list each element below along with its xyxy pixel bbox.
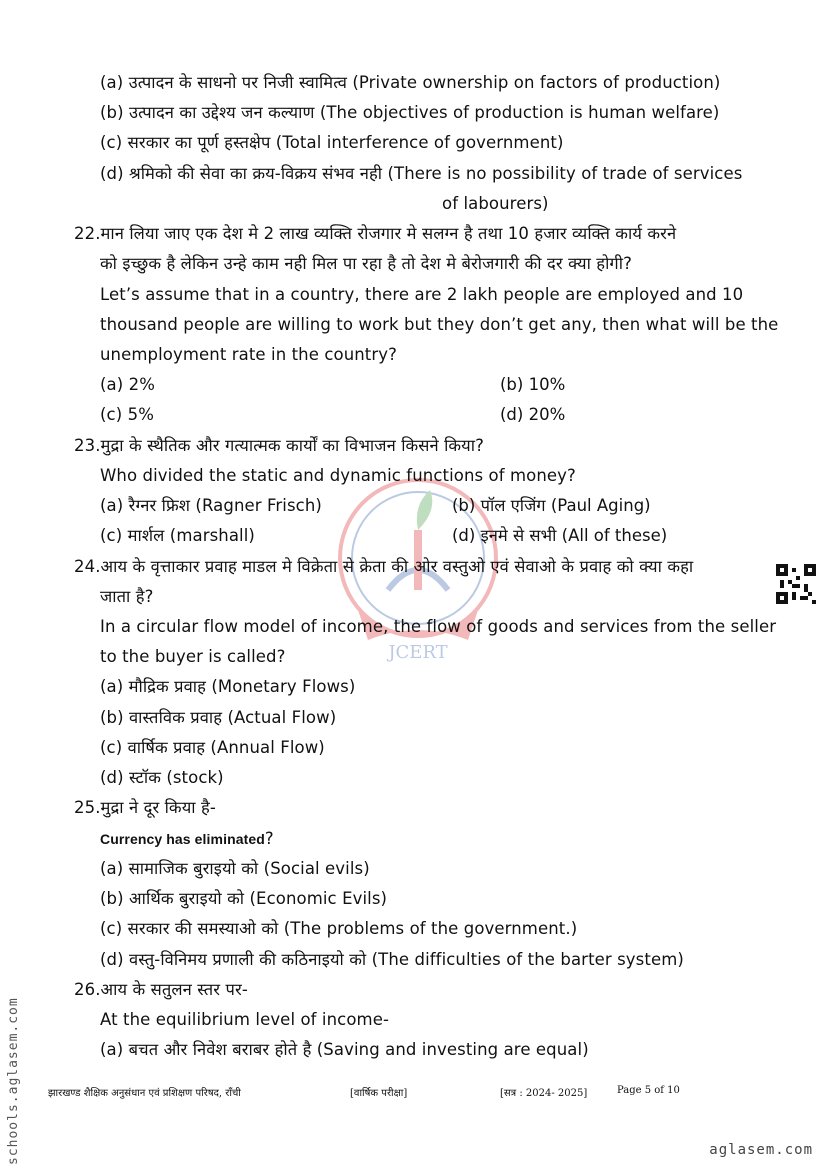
q24-option-d: (d) स्टॉक (stock)	[100, 768, 224, 787]
q23-english: Who divided the static and dynamic functions of money?	[100, 466, 576, 485]
q23-hindi: 23.मुद्रा के स्थैतिक और गत्यात्मक कार्यों का विभाजन किसने किया?	[74, 436, 484, 455]
q25-english-qmark: ?	[264, 829, 274, 848]
q23-option-d: (d) इनमे से सभी (All of these)	[452, 526, 668, 545]
q24-english-line1: In a circular flow model of income, the flow of goods and services from the seller	[100, 617, 777, 636]
side-watermark: schools.aglasem.com	[6, 997, 21, 1165]
prev-option-d: (d) श्रमिको की सेवा का क्रय-विक्रय संभव नही (There is no possibility of trade of services	[100, 164, 743, 183]
q25-option-d: (d) वस्तु-विनिमय प्रणाली की कठिनाइयो को (The difficulties of the barter system)	[100, 950, 684, 969]
prev-option-d-cont: of labourers)	[442, 194, 549, 213]
q24-english-line2: to the buyer is called?	[100, 647, 286, 666]
q22-option-b: (b) 10%	[500, 375, 566, 394]
q25-english	[100, 829, 274, 849]
q24-option-b: (b) वास्तविक प्रवाह (Actual Flow)	[100, 708, 337, 727]
q24-hindi-line1: 24.आय के वृत्ताकार प्रवाह माडल मे विक्रेता से क्रेता की ओर वस्तुओ एवं सेवाओ के प्रवाह को क्या कहा	[74, 557, 694, 576]
q26-option-a: (a) बचत और निवेश बराबर होते है (Saving and investing are equal)	[100, 1040, 589, 1059]
brand-watermark: aglasem.com	[709, 1142, 813, 1158]
q24-option-a: (a) मौद्रिक प्रवाह (Monetary Flows)	[100, 677, 356, 696]
q23-option-c: (c) मार्शल (marshall)	[100, 526, 255, 545]
q22-english-line1: Let’s assume that in a country, there are 2 lakh people are employed and 10	[100, 285, 744, 304]
q25-english-bold: Currency has eliminated	[100, 831, 265, 847]
prev-option-a: (a) उत्पादन के साधनो पर निजी स्वामित्व (Private ownership on factors of production)	[100, 73, 721, 92]
prev-option-c: (c) सरकार का पूर्ण हस्तक्षेप (Total interference of government)	[100, 133, 564, 152]
q25-option-b: (b) आर्थिक बुराइयो को (Economic Evils)	[100, 889, 388, 908]
logo-text: JCERT	[388, 642, 448, 663]
footer-exam: [वार्षिक परीक्षा]	[350, 1088, 408, 1099]
q22-english-line2: thousand people are willing to work but they don’t get any, then what will be the	[100, 315, 779, 334]
prev-option-b: (b) उत्पादन का उद्देश्य जन कल्याण (The objectives of production is human welfare)	[100, 103, 720, 122]
q22-option-d: (d) 20%	[500, 405, 566, 424]
q23-option-b: (b) पॉल एजिंग (Paul Aging)	[452, 496, 651, 515]
q22-option-c: (c) 5%	[100, 405, 154, 424]
q24-option-c: (c) वार्षिक प्रवाह (Annual Flow)	[100, 738, 325, 757]
q26-english: At the equilibrium level of income-	[100, 1010, 390, 1029]
q22-hindi-line2: को इच्छुक है लेकिन उन्हे काम नही मिल पा रहा है तो देश मे बेरोजगारी की दर क्या होगी?	[100, 254, 632, 273]
q25-option-a: (a) सामाजिक बुराइयो को (Social evils)	[100, 859, 370, 878]
q23-option-a: (a) रैग्नर फ्रिश (Ragner Frisch)	[100, 496, 322, 515]
q22-hindi-line1: 22.मान लिया जाए एक देश मे 2 लाख व्यक्ति रोजगार मे सलग्न है तथा 10 हजार व्यक्ति कार्य करने	[74, 224, 677, 243]
footer-org: झारखण्ड शैक्षिक अनुसंधान एवं प्रशिक्षण परिषद, राँची	[48, 1088, 241, 1099]
q22-english-line3: unemployment rate in the country?	[100, 345, 397, 364]
footer-session: [सत्र : 2024- 2025]	[500, 1088, 588, 1099]
q25-hindi: 25.मुद्रा ने दूर किया है-	[74, 798, 216, 817]
footer-page: Page 5 of 10	[617, 1085, 680, 1096]
q22-option-a: (a) 2%	[100, 375, 156, 394]
q26-hindi: 26.आय के सतुलन स्तर पर-	[74, 980, 248, 999]
qr-code-icon	[776, 564, 816, 604]
q24-hindi-line2: जाता है?	[100, 587, 154, 606]
q25-option-c: (c) सरकार की समस्याओ को (The problems of the government.)	[100, 919, 578, 938]
